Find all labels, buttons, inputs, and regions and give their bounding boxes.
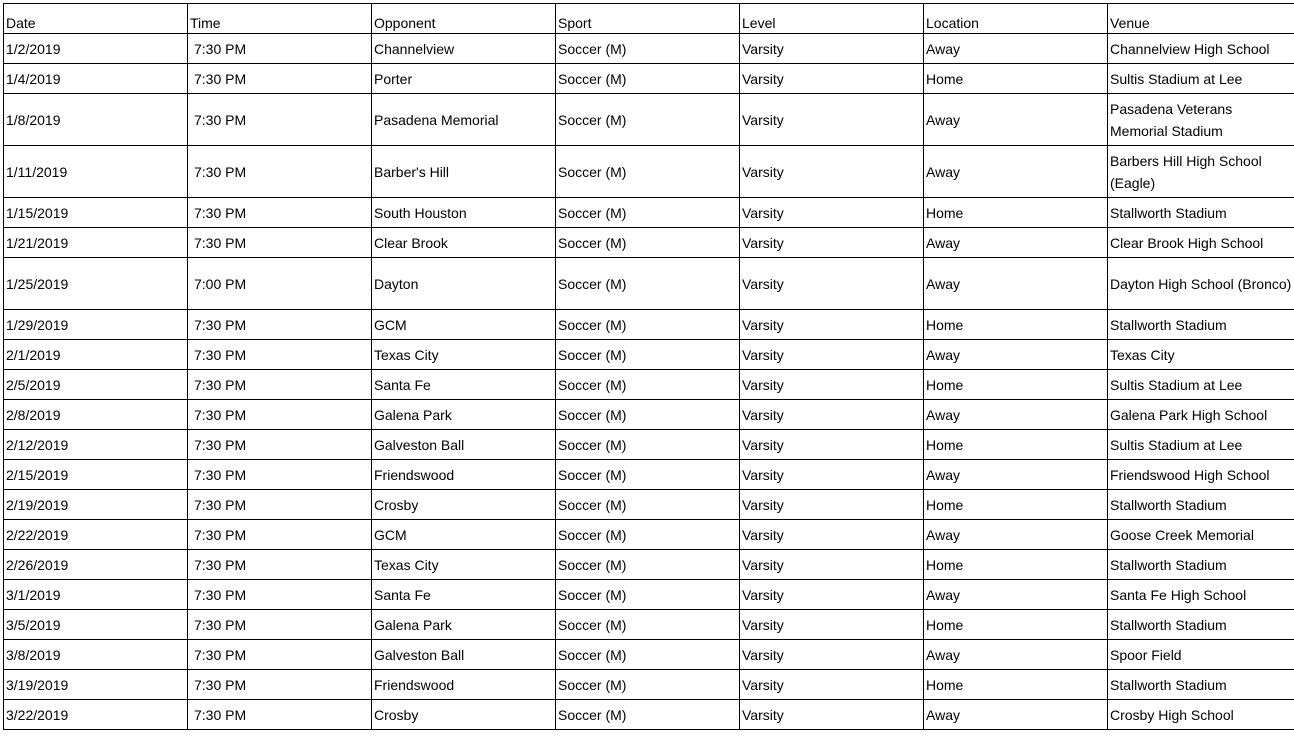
cell-venue: Friendswood High School xyxy=(1108,460,1294,490)
cell-date: 1/8/2019 xyxy=(4,94,188,146)
cell-sport: Soccer (M) xyxy=(556,520,740,550)
schedule-table xyxy=(3,3,1294,730)
cell-sport: Soccer (M) xyxy=(556,610,740,640)
cell-date: 3/8/2019 xyxy=(4,640,188,670)
cell-time: 7:30 PM xyxy=(188,520,372,550)
cell-location: Away xyxy=(924,340,1108,370)
cell-location: Away xyxy=(924,94,1108,146)
cell-level: Varsity xyxy=(740,198,924,228)
cell-sport: Soccer (M) xyxy=(556,146,740,198)
cell-opponent: Texas City xyxy=(372,340,556,370)
cell-venue: Stallworth Stadium xyxy=(1108,198,1294,228)
cell-location: Away xyxy=(924,146,1108,198)
cell-time: 7:30 PM xyxy=(188,34,372,64)
cell-date: 3/19/2019 xyxy=(4,670,188,700)
cell-opponent: Crosby xyxy=(372,490,556,520)
cell-opponent: GCM xyxy=(372,310,556,340)
cell-date: 1/25/2019 xyxy=(4,258,188,310)
cell-level: Varsity xyxy=(740,430,924,460)
cell-venue: Pasadena Veterans Memorial Stadium xyxy=(1108,94,1294,146)
cell-location: Home xyxy=(924,670,1108,700)
cell-sport: Soccer (M) xyxy=(556,34,740,64)
cell-level: Varsity xyxy=(740,228,924,258)
cell-time: 7:30 PM xyxy=(188,228,372,258)
table-row xyxy=(4,310,1294,340)
cell-time: 7:30 PM xyxy=(188,610,372,640)
cell-venue: Stallworth Stadium xyxy=(1108,550,1294,580)
cell-venue: Barbers Hill High School (Eagle) xyxy=(1108,146,1294,198)
cell-opponent: Galena Park xyxy=(372,400,556,430)
cell-date: 3/5/2019 xyxy=(4,610,188,640)
cell-sport: Soccer (M) xyxy=(556,228,740,258)
cell-location: Away xyxy=(924,258,1108,310)
cell-opponent: Friendswood xyxy=(372,460,556,490)
cell-venue: Galena Park High School xyxy=(1108,400,1294,430)
cell-level: Varsity xyxy=(740,146,924,198)
cell-time: 7:30 PM xyxy=(188,670,372,700)
cell-time: 7:30 PM xyxy=(188,640,372,670)
table-row xyxy=(4,670,1294,700)
cell-level: Varsity xyxy=(740,370,924,400)
cell-level: Varsity xyxy=(740,670,924,700)
table-row xyxy=(4,198,1294,228)
cell-location: Home xyxy=(924,64,1108,94)
cell-sport: Soccer (M) xyxy=(556,490,740,520)
cell-time: 7:30 PM xyxy=(188,94,372,146)
table-row xyxy=(4,700,1294,730)
header-venue: Venue xyxy=(1108,4,1294,34)
cell-time: 7:30 PM xyxy=(188,340,372,370)
table-row xyxy=(4,94,1294,146)
cell-sport: Soccer (M) xyxy=(556,340,740,370)
cell-venue: Spoor Field xyxy=(1108,640,1294,670)
cell-date: 2/15/2019 xyxy=(4,460,188,490)
cell-venue: Stallworth Stadium xyxy=(1108,310,1294,340)
cell-location: Home xyxy=(924,430,1108,460)
cell-time: 7:30 PM xyxy=(188,310,372,340)
cell-time: 7:30 PM xyxy=(188,430,372,460)
cell-location: Away xyxy=(924,228,1108,258)
cell-level: Varsity xyxy=(740,580,924,610)
cell-venue: Santa Fe High School xyxy=(1108,580,1294,610)
cell-sport: Soccer (M) xyxy=(556,550,740,580)
cell-time: 7:00 PM xyxy=(188,258,372,310)
cell-venue: Goose Creek Memorial xyxy=(1108,520,1294,550)
cell-location: Away xyxy=(924,34,1108,64)
cell-venue: Sultis Stadium at Lee xyxy=(1108,64,1294,94)
cell-sport: Soccer (M) xyxy=(556,198,740,228)
cell-opponent: Texas City xyxy=(372,550,556,580)
cell-date: 2/8/2019 xyxy=(4,400,188,430)
cell-time: 7:30 PM xyxy=(188,370,372,400)
cell-time: 7:30 PM xyxy=(188,550,372,580)
header-row xyxy=(4,4,1294,34)
cell-venue: Stallworth Stadium xyxy=(1108,490,1294,520)
cell-opponent: Crosby xyxy=(372,700,556,730)
cell-date: 2/12/2019 xyxy=(4,430,188,460)
cell-level: Varsity xyxy=(740,34,924,64)
cell-level: Varsity xyxy=(740,460,924,490)
cell-sport: Soccer (M) xyxy=(556,640,740,670)
header-time: Time xyxy=(188,4,372,34)
cell-opponent: Santa Fe xyxy=(372,370,556,400)
cell-venue: Stallworth Stadium xyxy=(1108,670,1294,700)
cell-sport: Soccer (M) xyxy=(556,310,740,340)
table-row xyxy=(4,258,1294,310)
cell-opponent: Dayton xyxy=(372,258,556,310)
cell-location: Home xyxy=(924,370,1108,400)
cell-location: Home xyxy=(924,490,1108,520)
cell-location: Away xyxy=(924,700,1108,730)
cell-sport: Soccer (M) xyxy=(556,94,740,146)
header-sport: Sport xyxy=(556,4,740,34)
cell-location: Home xyxy=(924,610,1108,640)
cell-time: 7:30 PM xyxy=(188,400,372,430)
table-row xyxy=(4,610,1294,640)
cell-date: 3/22/2019 xyxy=(4,700,188,730)
cell-time: 7:30 PM xyxy=(188,580,372,610)
table-row xyxy=(4,34,1294,64)
cell-opponent: Barber's Hill xyxy=(372,146,556,198)
cell-time: 7:30 PM xyxy=(188,64,372,94)
cell-opponent: Galena Park xyxy=(372,610,556,640)
cell-level: Varsity xyxy=(740,340,924,370)
cell-sport: Soccer (M) xyxy=(556,580,740,610)
cell-level: Varsity xyxy=(740,700,924,730)
cell-venue: Crosby High School xyxy=(1108,700,1294,730)
cell-venue: Sultis Stadium at Lee xyxy=(1108,370,1294,400)
cell-venue: Channelview High School xyxy=(1108,34,1294,64)
header-date: Date xyxy=(4,4,188,34)
cell-venue: Stallworth Stadium xyxy=(1108,610,1294,640)
table-row xyxy=(4,430,1294,460)
cell-date: 3/1/2019 xyxy=(4,580,188,610)
cell-location: Home xyxy=(924,310,1108,340)
cell-opponent: Friendswood xyxy=(372,670,556,700)
cell-sport: Soccer (M) xyxy=(556,700,740,730)
cell-level: Varsity xyxy=(740,640,924,670)
cell-location: Away xyxy=(924,460,1108,490)
table-body xyxy=(4,34,1294,730)
cell-opponent: Porter xyxy=(372,64,556,94)
cell-level: Varsity xyxy=(740,64,924,94)
cell-date: 2/19/2019 xyxy=(4,490,188,520)
cell-level: Varsity xyxy=(740,258,924,310)
cell-level: Varsity xyxy=(740,490,924,520)
table-row xyxy=(4,340,1294,370)
cell-date: 1/4/2019 xyxy=(4,64,188,94)
cell-sport: Soccer (M) xyxy=(556,430,740,460)
table-row xyxy=(4,580,1294,610)
cell-opponent: Galveston Ball xyxy=(372,430,556,460)
cell-time: 7:30 PM xyxy=(188,146,372,198)
cell-sport: Soccer (M) xyxy=(556,400,740,430)
cell-opponent: Clear Brook xyxy=(372,228,556,258)
table-row xyxy=(4,64,1294,94)
cell-location: Away xyxy=(924,580,1108,610)
cell-level: Varsity xyxy=(740,520,924,550)
cell-date: 1/15/2019 xyxy=(4,198,188,228)
cell-venue: Sultis Stadium at Lee xyxy=(1108,430,1294,460)
cell-level: Varsity xyxy=(740,550,924,580)
table-row xyxy=(4,490,1294,520)
cell-time: 7:30 PM xyxy=(188,700,372,730)
cell-date: 1/2/2019 xyxy=(4,34,188,64)
cell-time: 7:30 PM xyxy=(188,460,372,490)
cell-location: Away xyxy=(924,520,1108,550)
cell-date: 1/21/2019 xyxy=(4,228,188,258)
header-location: Location xyxy=(924,4,1108,34)
cell-date: 2/1/2019 xyxy=(4,340,188,370)
table-row xyxy=(4,370,1294,400)
cell-date: 2/26/2019 xyxy=(4,550,188,580)
cell-sport: Soccer (M) xyxy=(556,258,740,310)
cell-opponent: Pasadena Memorial xyxy=(372,94,556,146)
cell-opponent: South Houston xyxy=(372,198,556,228)
cell-location: Away xyxy=(924,400,1108,430)
cell-opponent: Santa Fe xyxy=(372,580,556,610)
cell-venue: Clear Brook High School xyxy=(1108,228,1294,258)
cell-sport: Soccer (M) xyxy=(556,460,740,490)
cell-opponent: Galveston Ball xyxy=(372,640,556,670)
table-row xyxy=(4,640,1294,670)
cell-date: 1/11/2019 xyxy=(4,146,188,198)
cell-opponent: Channelview xyxy=(372,34,556,64)
table-header xyxy=(4,4,1294,34)
header-opponent: Opponent xyxy=(372,4,556,34)
cell-venue: Texas City xyxy=(1108,340,1294,370)
cell-level: Varsity xyxy=(740,310,924,340)
cell-sport: Soccer (M) xyxy=(556,64,740,94)
cell-date: 1/29/2019 xyxy=(4,310,188,340)
cell-level: Varsity xyxy=(740,610,924,640)
table-row xyxy=(4,550,1294,580)
cell-time: 7:30 PM xyxy=(188,198,372,228)
cell-venue: Dayton High School (Bronco) xyxy=(1108,258,1294,310)
table-row xyxy=(4,228,1294,258)
table-row xyxy=(4,520,1294,550)
cell-sport: Soccer (M) xyxy=(556,370,740,400)
table-row xyxy=(4,460,1294,490)
cell-level: Varsity xyxy=(740,94,924,146)
cell-location: Away xyxy=(924,640,1108,670)
cell-date: 2/22/2019 xyxy=(4,520,188,550)
cell-location: Home xyxy=(924,198,1108,228)
cell-time: 7:30 PM xyxy=(188,490,372,520)
cell-opponent: GCM xyxy=(372,520,556,550)
table-row xyxy=(4,400,1294,430)
header-level: Level xyxy=(740,4,924,34)
cell-date: 2/5/2019 xyxy=(4,370,188,400)
cell-sport: Soccer (M) xyxy=(556,670,740,700)
cell-location: Home xyxy=(924,550,1108,580)
cell-level: Varsity xyxy=(740,400,924,430)
table-row xyxy=(4,146,1294,198)
